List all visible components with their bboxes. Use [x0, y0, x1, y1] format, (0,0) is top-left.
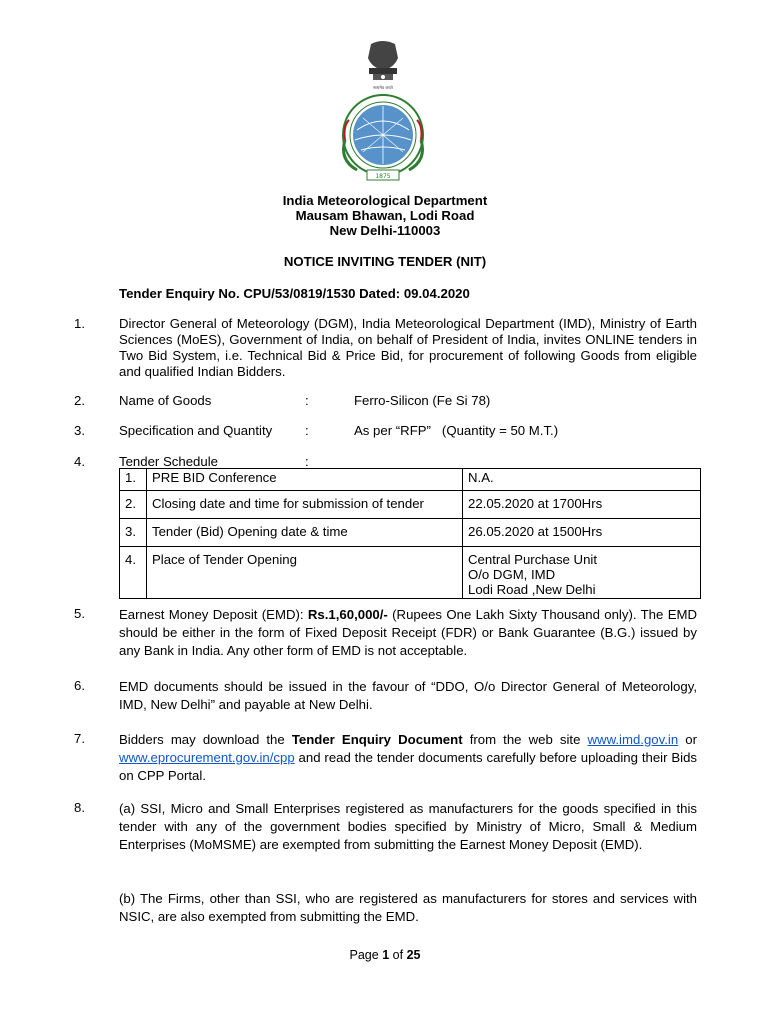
place-line-1: Central Purchase Unit	[468, 552, 598, 567]
item-7-text	[119, 731, 697, 785]
row-value	[463, 547, 701, 599]
specification-value: As per “RFP” (Quantity = 50 M.T.)	[354, 423, 559, 438]
item-8b-text: (b) The Firms, other than SSI, who are registered as manufacturers for stores and services with NSIC, are also exempted from submitting the EMD.	[119, 891, 697, 924]
row-item: PRE BID Conference	[147, 469, 463, 491]
item-number-4: 4.	[74, 454, 85, 469]
row-value: 22.05.2020 at 1700Hrs	[463, 491, 701, 519]
dept-address-line1: Mausam Bhawan, Lodi Road	[295, 208, 475, 223]
emd-post-text: (Rupees One Lakh Sixty Thousand only). The EMD should be either in the form of Fixed Deposit Receipt (FDR) or Bank Guarantee (B.G.) issued by any Bank in India. Any other form of EMD is not acceptable.	[119, 607, 697, 658]
download-mid-text: from the web site	[462, 732, 588, 747]
tender-enquiry-document-text: Tender Enquiry Document	[291, 732, 463, 747]
total-pages-number: 25	[406, 948, 421, 962]
item-8a-text: (a) SSI, Micro and Small Enterprises registered as manufacturers for the goods specified in this tender with any of the government bodies specified by Ministry of Micro, Small & Medium Enterprises (MoMSME) are exempted from submitting the Earnest Money Deposit (EMD).	[119, 801, 697, 852]
tender-schedule-label: Tender Schedule	[119, 454, 218, 469]
item-1-text: Director General of Meteorology (DGM), India Meteorological Department (IMD), Ministry of Earth Sciences (MoES), Government of India, on behalf of President of India, invites ONLINE tenders in Two Bid System, i.e. Technical Bid & Price Bid, for procurement of following Goods from eligible and qualified Indian Bidders.	[119, 316, 697, 379]
table-row	[120, 469, 701, 491]
imd-website-link[interactable]: www.imd.gov.in	[587, 732, 679, 747]
tender-schedule-table	[119, 468, 701, 599]
item-number-6: 6.	[74, 678, 85, 693]
item-number-1: 1.	[74, 316, 85, 331]
table-row	[120, 547, 701, 599]
item-number-5: 5.	[74, 606, 85, 621]
current-page-number: 1	[382, 948, 390, 962]
row-number: 3.	[120, 519, 147, 547]
row-number: 2.	[120, 491, 147, 519]
item-number-3: 3.	[74, 423, 85, 438]
row-item: Place of Tender Opening	[147, 547, 463, 599]
or-text: or	[678, 732, 697, 747]
item-number-7: 7.	[74, 731, 85, 746]
specification-label: Specification and Quantity	[119, 423, 273, 438]
eprocurement-link[interactable]: www.eprocurement.gov.in/cpp	[119, 750, 295, 765]
of-word: of	[392, 948, 404, 962]
row-number: 1.	[120, 469, 147, 491]
colon: :	[305, 423, 309, 438]
item-6-text: EMD documents should be issued in the favour of “DDO, O/o Director General of Meteorology, IMD, New Delhi” and payable at New Delhi.	[119, 679, 697, 712]
emd-amount: Rs.1,60,000/-	[307, 607, 388, 622]
item-5-text	[119, 606, 697, 660]
imd-seal-icon	[343, 95, 423, 180]
download-post-text: and read the tender documents carefully before uploading their Bids on CPP Portal.	[119, 750, 697, 783]
seal-banner-text: 1875	[375, 173, 391, 180]
place-line-3: Lodi Road ,New Delhi	[468, 582, 596, 597]
ashoka-emblem-icon	[368, 41, 398, 80]
tender-enquiry-number: Tender Enquiry No. CPU/53/0819/1530 Dated: 09.04.2020	[119, 286, 470, 301]
motto-text: सत्यमेव जयते	[373, 85, 393, 90]
row-number: 4.	[120, 547, 147, 599]
row-item: Closing date and time for submission of tender	[147, 491, 463, 519]
name-of-goods-label: Name of Goods	[119, 393, 212, 408]
dept-address-line2: New Delhi-110003	[329, 223, 441, 238]
imd-emblem-logo	[333, 40, 433, 188]
row-item: Tender (Bid) Opening date & time	[147, 519, 463, 547]
table-row	[120, 519, 701, 547]
item-number-8: 8.	[74, 800, 85, 815]
dept-name: India Meteorological Department	[282, 193, 488, 208]
colon: :	[305, 454, 309, 469]
item-number-2: 2.	[74, 393, 85, 408]
row-value: 26.05.2020 at 1500Hrs	[463, 519, 701, 547]
table-row	[120, 491, 701, 519]
emd-pre-text: Earnest Money Deposit (EMD):	[119, 607, 308, 622]
page-footer	[0, 948, 770, 962]
place-line-2: O/o DGM, IMD	[468, 567, 556, 582]
notice-title: NOTICE INVITING TENDER (NIT)	[283, 254, 487, 269]
name-of-goods-value: Ferro-Silicon (Fe Si 78)	[354, 393, 491, 408]
colon: :	[305, 393, 309, 408]
page-word: Page	[349, 948, 379, 962]
row-value: N.A.	[463, 469, 701, 491]
download-pre-text: Bidders may download the	[119, 732, 292, 747]
